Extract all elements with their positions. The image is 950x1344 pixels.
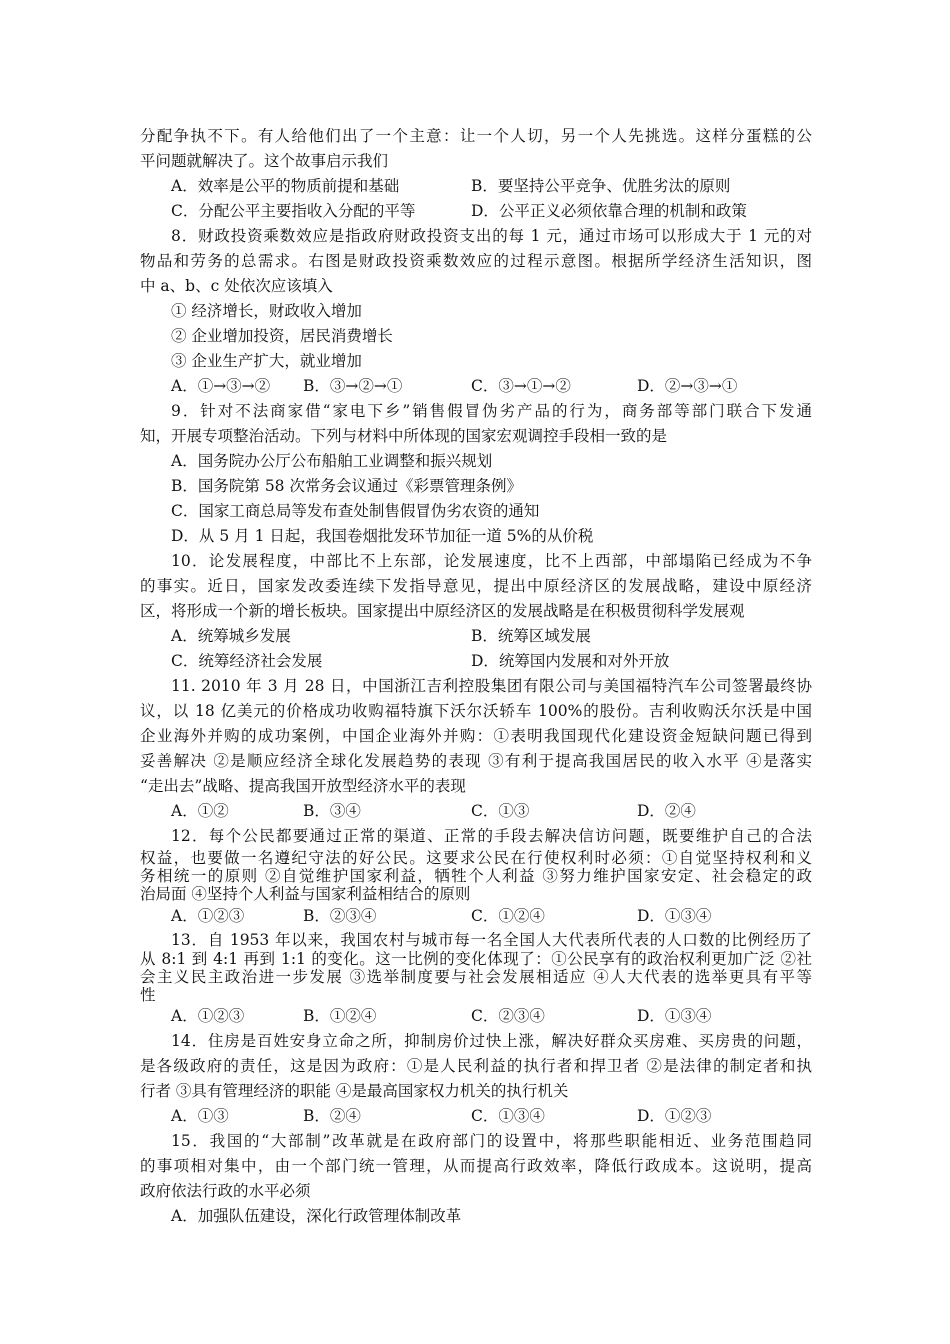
- q13-line-4: 性: [140, 986, 156, 1004]
- option-a: A．效率是公平的物质前提和基础: [171, 177, 400, 195]
- intro-line-2: 平问题就解决了。这个故事启示我们: [140, 152, 389, 170]
- q8-item-3: ③ 企业生产扩大，就业增加: [171, 352, 362, 370]
- q11-line-5: “走出去”战略、提高我国开放型经济水平的表现: [140, 777, 466, 795]
- q11-line-2: 议，以 18 亿美元的价格成功收购福特旗下沃尔沃轿车 100%的股份。吉利收购沃尔沃是中国: [140, 702, 812, 720]
- q13-line-3: 会主义民主政治进一步发展 ③选举制度要与社会发展相适应 ④人大代表的选举更具有平等: [140, 968, 812, 986]
- q13-option-d: D．①③④: [637, 1007, 712, 1025]
- q8-line-2: 物品和劳务的总需求。右图是财政投资乘数效应的过程示意图。根据所学经济生活知识，图: [140, 252, 812, 270]
- q9-option-c: C．国家工商总局等发布查处制售假冒伪劣农资的通知: [171, 502, 540, 520]
- q14-option-a: A．①③: [171, 1107, 229, 1125]
- q14-line-3: 行者 ③具有管理经济的职能 ④是最高国家权力机关的执行机关: [140, 1082, 569, 1100]
- q9-option-d: D．从 5 月 1 日起，我国卷烟批发环节加征一道 5%的从价税: [171, 527, 594, 545]
- q9-line-1: 9．针对不法商家借“家电下乡”销售假冒伪劣产品的行为，商务部等部门联合下发通: [171, 402, 812, 420]
- q14-line-2: 是各级政府的责任，这是因为政府：①是人民利益的执行者和捍卫者 ②是法律的制定者和执: [140, 1057, 812, 1075]
- q12-option-b: B．②③④: [303, 907, 377, 925]
- q8-option-b: B．③→②→①: [303, 377, 403, 395]
- q14-option-d: D．①②③: [637, 1107, 712, 1125]
- option-d: D．公平正义必须依靠合理的机制和政策: [471, 202, 747, 220]
- q9-option-a: A．国务院办公厅公布船舶工业调整和振兴规划: [171, 452, 493, 470]
- q11-option-d: D．②④: [637, 802, 696, 820]
- q10-line-2: 的事实。近日，国家发改委连续下发指导意见，提出中原经济区的发展战略，建设中原经济: [140, 577, 812, 595]
- q15-line-3: 政府依法行政的水平必须: [140, 1182, 311, 1200]
- option-b: B．要坚持公平竞争、优胜劣汰的原则: [471, 177, 731, 195]
- q9-line-2: 知，开展专项整治活动。下列与材料中所体现的国家宏观调控手段相一致的是: [140, 427, 668, 445]
- q15-line-1: 15．我国的“大部制”改革就是在政府部门的设置中，将那些职能相近、业务范围趋同: [171, 1132, 812, 1150]
- q8-item-2: ② 企业增加投资，居民消费增长: [171, 327, 393, 345]
- q10-option-d: D．统筹国内发展和对外开放: [471, 652, 670, 670]
- q8-option-d: D．②→③→①: [637, 377, 738, 395]
- q10-line-3: 区，将形成一个新的增长板块。国家提出中原经济区的发展战略是在积极贯彻科学发展观: [140, 602, 745, 620]
- q12-option-c: C．①②④: [471, 907, 545, 925]
- option-c: C．分配公平主要指收入分配的平等: [171, 202, 416, 220]
- q12-line-4: 治局面 ④坚持个人利益与国家利益相结合的原则: [140, 885, 471, 903]
- q11-option-a: A．①②: [171, 802, 229, 820]
- q12-line-3: 务相统一的原则 ②自觉维护国家利益，牺牲个人利益 ③努力维护国家安定、社会稳定的政: [140, 867, 812, 885]
- q11-option-c: C．①③: [471, 802, 530, 820]
- q8-item-1: ① 经济增长，财政收入增加: [171, 302, 362, 320]
- q10-option-b: B．统筹区域发展: [471, 627, 591, 645]
- q8-option-c: C．③→①→②: [471, 377, 571, 395]
- q10-option-c: C．统筹经济社会发展: [171, 652, 323, 670]
- q11-line-4: 妥善解决 ②是顺应经济全球化发展趋势的表现 ③有利于提高我国居民的收入水平 ④是落实: [140, 752, 812, 770]
- q8-line-1: 8．财政投资乘数效应是指政府财政投资支出的每 1 元，通过市场可以形成大于 1 元的对: [171, 227, 812, 245]
- q13-line-2: 从 8:1 到 4:1 再到 1:1 的变化。这一比例的变化体现了：①公民享有的政治权利更加广泛 ②社: [140, 950, 812, 968]
- q12-option-a: A．①②③: [171, 907, 245, 925]
- q13-option-c: C．②③④: [471, 1007, 545, 1025]
- q13-option-a: A．①②③: [171, 1007, 245, 1025]
- q12-line-2: 权益，也要做一名遵纪守法的好公民。这要求公民在行使权利时必须：①自觉坚持权利和义: [140, 849, 812, 867]
- q14-line-1: 14．住房是百姓安身立命之所，抑制房价过快上涨，解决好群众买房难、买房贵的问题，: [171, 1032, 812, 1050]
- q11-line-3: 企业海外并购的成功案例，中国企业海外并购：①表明我国现代化建设资金短缺问题已得到: [140, 727, 812, 745]
- intro-line-1: 分配争执不下。有人给他们出了一个主意：让一个人切，另一个人先挑选。这样分蛋糕的公: [140, 127, 812, 145]
- q13-line-1: 13．自 1953 年以来，我国农村与城市每一名全国人大代表所代表的人口数的比例经历了: [171, 931, 812, 949]
- q8-option-a: A．①→③→②: [171, 377, 271, 395]
- q14-option-b: B．②④: [303, 1107, 361, 1125]
- q11-line-1: 11. 2010 年 3 月 28 日，中国浙江吉利控股集团有限公司与美国福特汽车公司签署最终协: [171, 677, 812, 695]
- q12-option-d: D．①③④: [637, 907, 712, 925]
- q14-option-c: C．①③④: [471, 1107, 545, 1125]
- q8-line-3: 中 a、b、c 处依次应该填入: [140, 277, 333, 295]
- q11-option-b: B．③④: [303, 802, 361, 820]
- q12-line-1: 12．每个公民都要通过正常的渠道、正常的手段去解决信访问题，既要维护自己的合法: [171, 827, 812, 845]
- q15-option-a: A．加强队伍建设，深化行政管理体制改革: [171, 1207, 462, 1225]
- q10-line-1: 10．论发展程度，中部比不上东部，论发展速度，比不上西部，中部塌陷已经成为不争: [171, 552, 812, 570]
- q13-option-b: B．①②④: [303, 1007, 377, 1025]
- q10-option-a: A．统筹城乡发展: [171, 627, 291, 645]
- q9-option-b: B．国务院第 58 次常务会议通过《彩票管理条例》: [171, 477, 522, 495]
- q15-line-2: 的事项相对集中，由一个部门统一管理，从而提高行政效率，降低行政成本。这说明，提高: [140, 1157, 812, 1175]
